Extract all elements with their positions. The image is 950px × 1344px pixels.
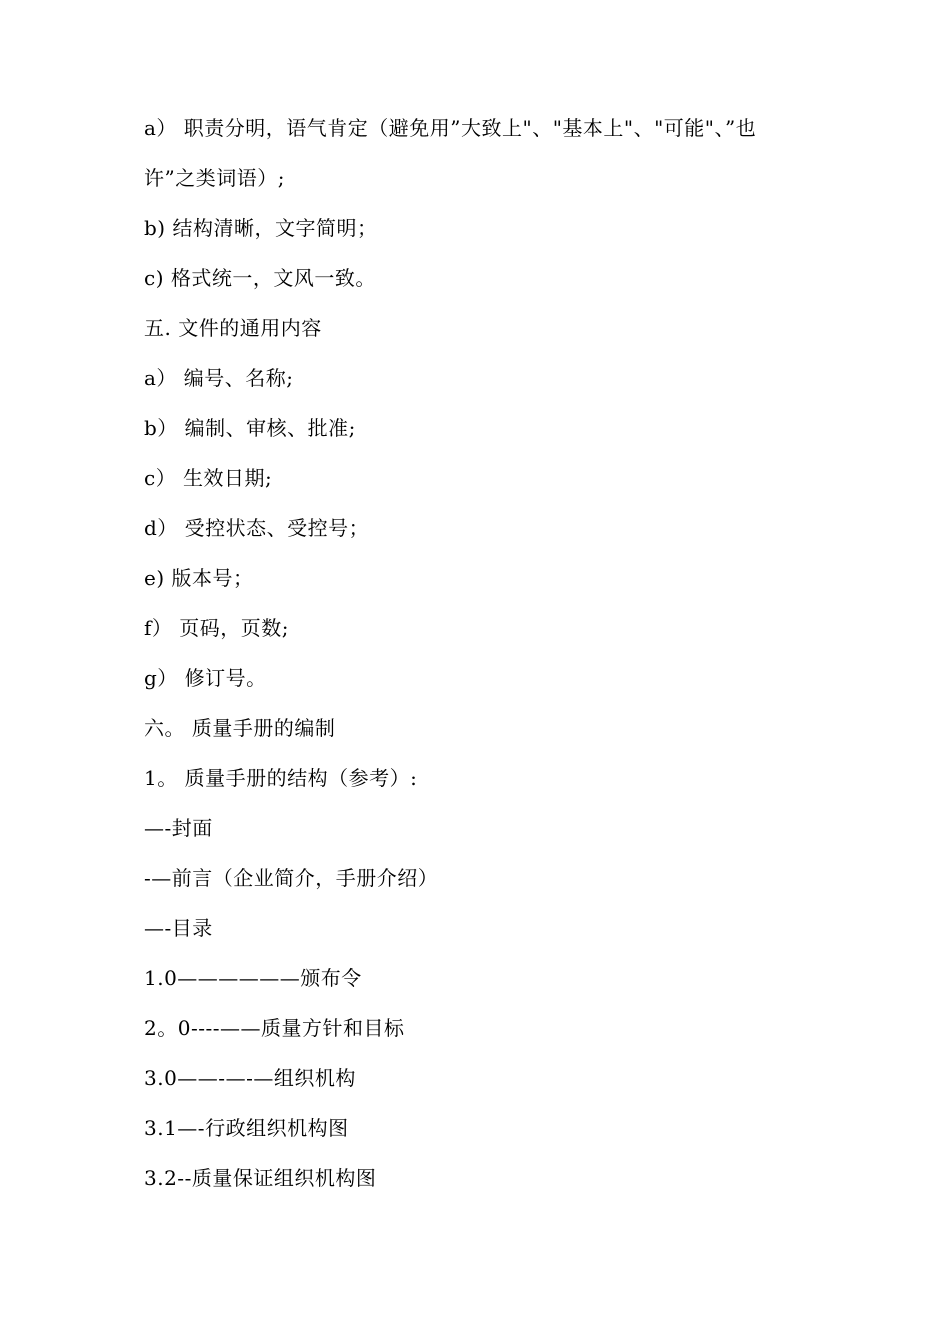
- toc-line: -—前言（企业简介，手册介绍）: [144, 866, 439, 890]
- text-line: 1。 质量手册的结构（参考）:: [144, 766, 418, 790]
- toc-line: —-封面: [144, 816, 213, 840]
- text-line: g） 修订号。: [144, 666, 267, 690]
- text-line: 许”之类词语）;: [144, 166, 285, 190]
- toc-line: —-目录: [144, 916, 213, 940]
- toc-line: 3.0——-—-—组织机构: [144, 1066, 356, 1090]
- text-line: f） 页码，页数;: [144, 616, 289, 640]
- toc-line: 1.0——————颁布令: [144, 966, 362, 990]
- text-line: b） 编制、审核、批准;: [144, 416, 356, 440]
- document-body: [144, 103, 824, 1203]
- text-line: a） 职责分明，语气肯定（避免用”大致上"、"基本上"、"可能"、”也: [144, 116, 757, 140]
- text-line: a） 编号、名称;: [144, 366, 294, 390]
- toc-line: 3.2--质量保证组织机构图: [144, 1166, 377, 1190]
- section-heading: 五. 文件的通用内容: [144, 316, 322, 340]
- section-heading: 六。 质量手册的编制: [144, 716, 336, 740]
- text-line: c） 生效日期;: [144, 466, 273, 490]
- toc-line: 3.1—-行政组织机构图: [144, 1116, 349, 1140]
- text-line: e) 版本号；: [144, 566, 254, 590]
- text-line: b) 结构清晰，文字简明；: [144, 216, 378, 240]
- text-line: d） 受控状态、受控号；: [144, 516, 370, 540]
- toc-line: 2。0----——质量方针和目标: [144, 1016, 405, 1040]
- text-line: c) 格式统一，文风一致。: [144, 266, 376, 290]
